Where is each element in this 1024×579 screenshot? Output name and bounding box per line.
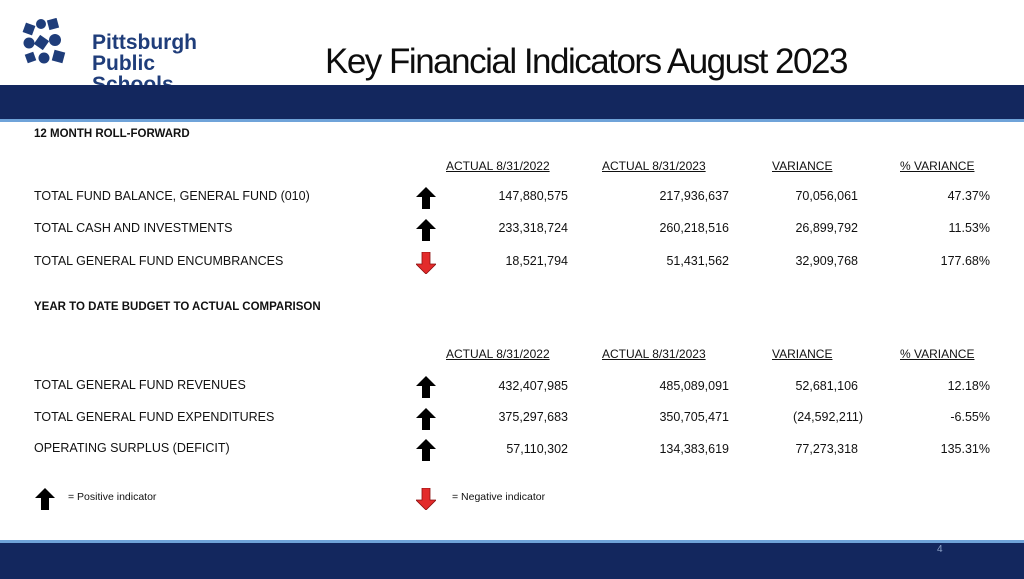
col-header-actual-2023: ACTUAL 8/31/2023 [602, 347, 706, 361]
value-2022: 233,318,724 [498, 221, 568, 235]
value-2022: 147,880,575 [498, 189, 568, 203]
row-label: TOTAL GENERAL FUND EXPENDITURES [34, 410, 275, 424]
row-label: TOTAL GENERAL FUND REVENUES [34, 378, 246, 392]
col-header-variance: VARIANCE [772, 159, 833, 173]
value-pct-variance: 177.68% [940, 254, 990, 268]
value-variance: 26,899,792 [795, 221, 858, 235]
positive-arrow-icon [416, 187, 436, 209]
value-pct-variance: 135.31% [940, 442, 990, 456]
legend-negative-arrow-icon [416, 488, 436, 510]
legend-negative-text: = Negative indicator [452, 491, 546, 503]
row-label: TOTAL GENERAL FUND ENCUMBRANCES [34, 254, 284, 268]
value-pct-variance: 11.53% [948, 221, 990, 235]
pittsburgh-public-schools-logo [22, 18, 242, 76]
negative-arrow-icon [416, 252, 436, 274]
positive-arrow-icon [416, 219, 436, 241]
value-2023: 485,089,091 [659, 379, 729, 393]
value-variance: 70,056,061 [795, 189, 858, 203]
value-2022: 57,110,302 [506, 442, 568, 456]
value-2023: 217,936,637 [659, 189, 729, 203]
value-2023: 134,383,619 [659, 442, 729, 456]
row-label: TOTAL CASH AND INVESTMENTS [34, 221, 233, 235]
legend-positive-text: = Positive indicator [68, 491, 157, 503]
section-title-roll-forward: 12 MONTH ROLL-FORWARD [34, 128, 190, 140]
value-pct-variance: 12.18% [947, 379, 990, 393]
logo-dots-icon [22, 18, 74, 66]
value-2022: 375,297,683 [498, 410, 568, 424]
col-header-actual-2023: ACTUAL 8/31/2023 [602, 159, 706, 173]
logo-line2: Public [92, 52, 156, 75]
value-variance: (24,592,211) [793, 410, 863, 424]
value-variance: 77,273,318 [795, 442, 858, 456]
value-2022: 18,521,794 [505, 254, 568, 268]
value-pct-variance: 47.37% [947, 189, 990, 203]
col-header-pct-variance: % VARIANCE [900, 159, 975, 173]
page-number: 4 [937, 544, 943, 555]
value-pct-variance: -6.55% [950, 410, 990, 424]
col-header-actual-2022: ACTUAL 8/31/2022 [446, 159, 550, 173]
header-band [0, 85, 1024, 122]
positive-arrow-icon [416, 408, 436, 430]
value-2023: 260,218,516 [659, 221, 729, 235]
row-label: TOTAL FUND BALANCE, GENERAL FUND (010) [34, 189, 310, 203]
page-title: Key Financial Indicators August 2023 [325, 42, 847, 81]
value-2022: 432,407,985 [498, 379, 568, 393]
positive-arrow-icon [416, 376, 436, 398]
col-header-pct-variance: % VARIANCE [900, 347, 975, 361]
col-header-variance: VARIANCE [772, 347, 833, 361]
legend-positive-arrow-icon [33, 488, 57, 510]
col-header-actual-2022: ACTUAL 8/31/2022 [446, 347, 550, 361]
value-variance: 52,681,106 [795, 379, 858, 393]
row-label: OPERATING SURPLUS (DEFICIT) [34, 441, 230, 455]
section-title-ytd-comparison: YEAR TO DATE BUDGET TO ACTUAL COMPARISON [34, 301, 321, 313]
positive-arrow-icon [416, 439, 436, 461]
value-2023: 51,431,562 [666, 254, 729, 268]
logo-line1: Pittsburgh [92, 31, 197, 54]
value-variance: 32,909,768 [795, 254, 858, 268]
footer-band [0, 540, 1024, 579]
value-2023: 350,705,471 [659, 410, 729, 424]
